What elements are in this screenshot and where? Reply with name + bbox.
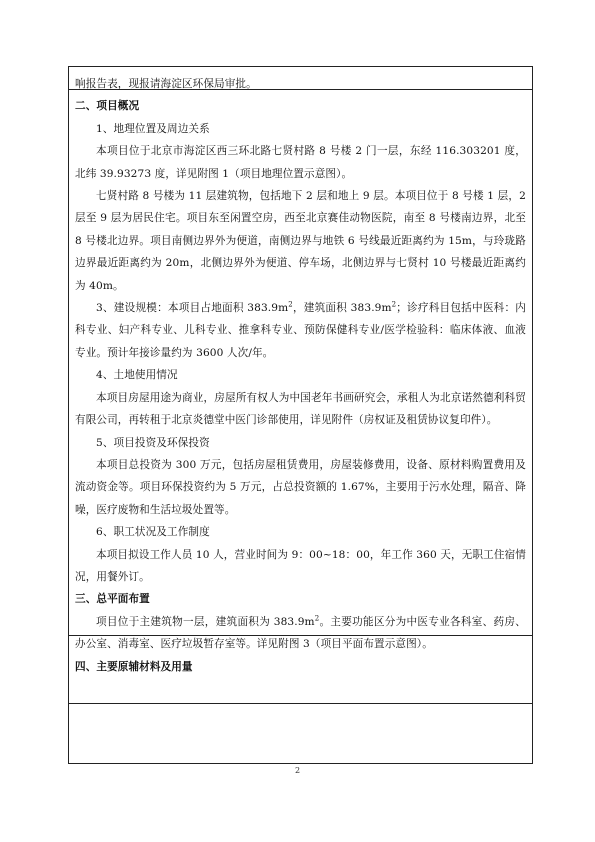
paragraph-investment: 本项目总投资为 300 万元，包括房屋租赁费用，房屋装修费用，设备、原材料购置费用及流动资金等。项目环保投资约为 5 万元，占总投资额的 1.67%，主要用于污水处理，隔音、降噪，医疗废物和生活垃圾处置等。 — [75, 458, 526, 516]
paragraph-surroundings: 七贤村路 8 号楼为 11 层建筑物，包括地下 2 层和地上 9 层。本项目位于 8 号楼 1 层，2 层至 9 层为居民住宅。项目东至闲置空房，西至北京赛佳动物医院，南至 8 号楼南边界，北至 8 号楼北边界。项目南侧边界外为便道，南侧边界与地铁 6 号线最近距离约为 15m，与玲珑路边界最近距离约为 20m，北侧边界外为便道、停车场，北侧边界与七贤村 10 号楼最近距离约为 40m。 — [75, 190, 526, 292]
section-heading-site-plan: 三、总平面布置 — [75, 593, 150, 606]
scale-text-2: ，建筑面积 383.9m — [292, 302, 392, 315]
subheading-land-use: 4、土地使用情况 — [96, 369, 178, 382]
scale-text-3: ；诊疗科目包括中医科：内科专业、妇产科专业、儿科专业、推拿科专业、预防保健科专业/医学检验科：临床体液、血液专业。预计年接诊量约为 3600 人次/年。 — [75, 302, 526, 359]
paragraph-location: 本项目位于北京市海淀区西三环北路七贤村路 8 号楼 2 门一层，东经 116.303201 度，北纬 39.93273 度，详见附图 1（项目地理位置示意图）。 — [75, 145, 526, 180]
superscript: 2 — [314, 614, 320, 623]
subheading-staff: 6、职工状况及工作制度 — [96, 526, 210, 539]
document-body — [75, 73, 526, 678]
site-plan-text-1: 项目位于主建筑物一层，建筑面积为 383.9m — [96, 615, 315, 628]
document-table-frame — [68, 66, 533, 764]
continuation-line: 响报告表，现报请海淀区环保局审批。 — [75, 78, 257, 90]
subheading-location: 1、地理位置及周边关系 — [96, 122, 210, 135]
site-plan-text-2: 。主要功能区分为中医专业各科室、药房、办公室、消毒室、医疗垃圾暂存室等。详见附图 3（项目平面布置示意图）。 — [75, 615, 526, 651]
paragraph-land-use: 本项目房屋用途为商业，房屋所有权人为中国老年书画研究会，承租人为北京诺然德利科贸有限公司，再转租于北京炎德堂中医门诊部使用，详见附件（房权证及租赁协议复印件）。 — [75, 391, 526, 427]
paragraph-construction-scale — [75, 297, 526, 364]
superscript: 2 — [391, 300, 397, 309]
paragraph-site-plan — [75, 611, 526, 656]
superscript: 2 — [288, 300, 293, 309]
paragraph-staff: 本项目拟设工作人员 10 人，营业时间为 9：00~18：00，年工作 360 天，无职工住宿情况，用餐外订。 — [75, 548, 526, 583]
section-heading-materials: 四、主要原辅材料及用量 — [75, 660, 193, 673]
section-heading-project-overview: 二、项目概况 — [75, 100, 140, 113]
row-divider — [69, 703, 532, 704]
scale-text-1: 3、建设规模：本项目占地面积 383.9m — [96, 302, 289, 315]
page-number: 2 — [294, 766, 301, 775]
subheading-investment: 5、项目投资及环保投资 — [96, 436, 210, 449]
